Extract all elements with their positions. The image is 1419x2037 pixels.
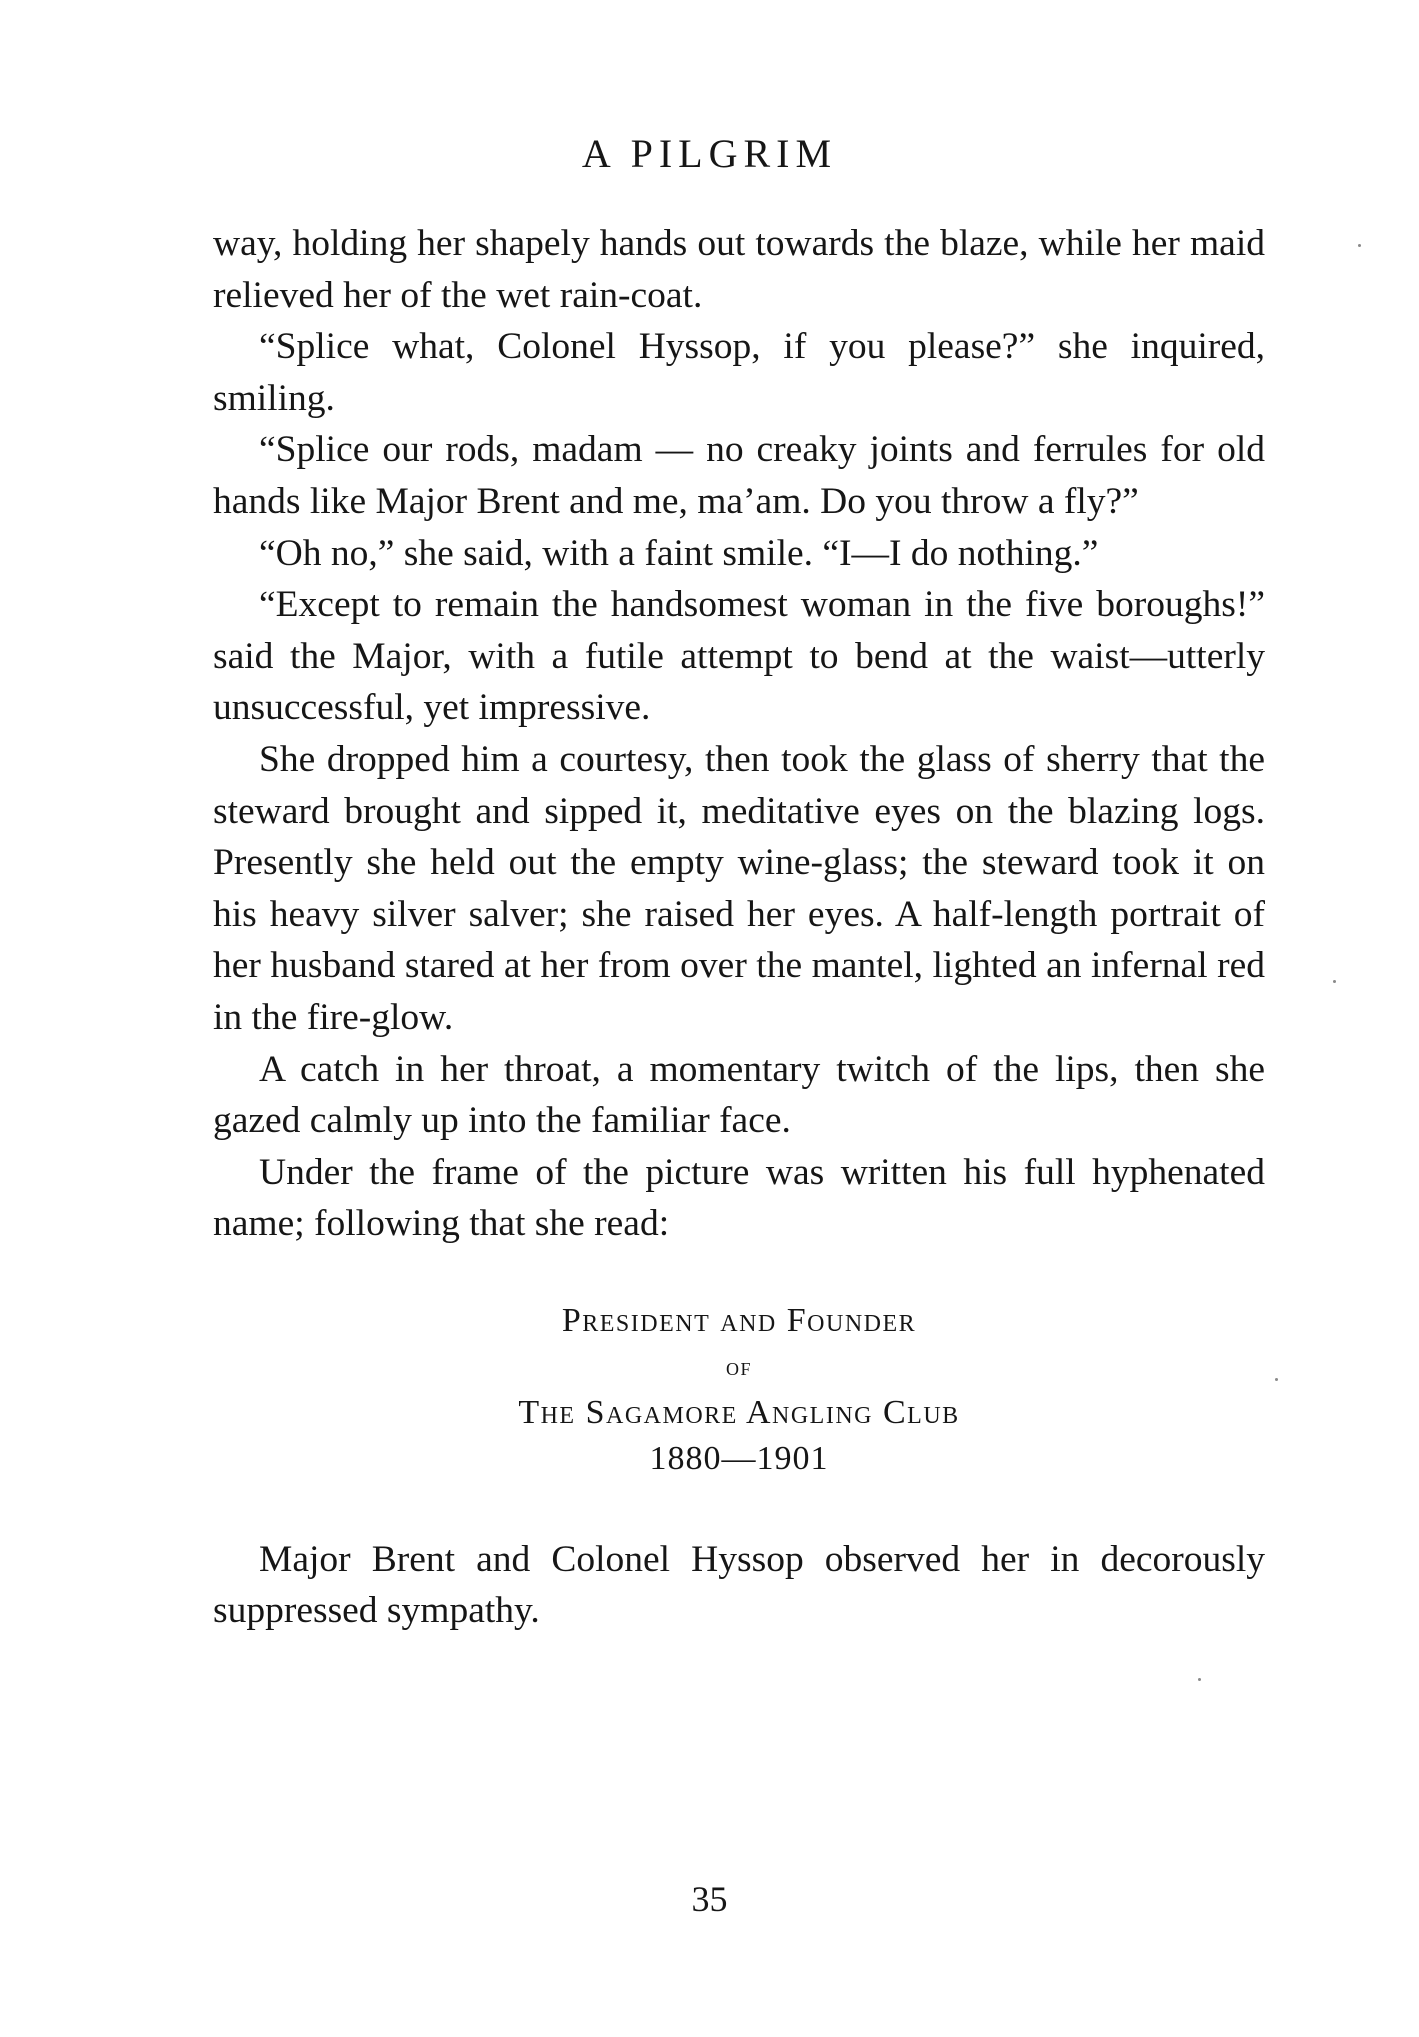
page-number: 35 (691, 1879, 728, 1919)
paper-speck (1275, 1378, 1278, 1381)
body-text (213, 218, 1265, 1637)
paragraph-catch: A catch in her throat, a momentary twitch of the lips, then she gazed calmly up into the familiar face. (213, 1048, 1265, 1142)
paper-speck (1198, 1678, 1201, 1681)
paragraph-except: “Except to remain the handsomest woman in the five boroughs!” said the Major, with a futile attempt to bend at the waist—utterly unsuccessful, yet impressive. (213, 584, 1265, 729)
paragraph-splice-rods: “Splice our rods, madam — no creaky joints and ferrules for old hands like Major Brent and me, ma’am. Do you throw a fly?” (213, 429, 1265, 522)
paragraph-closing: Major Brent and Colonel Hyssop observed her in decorously suppressed sympathy. (213, 1538, 1265, 1632)
paragraph-oh-no: “Oh no,” she said, with a faint smile. “I—I do nothing.” (259, 532, 1099, 574)
inscription-years: 1880—1901 (649, 1439, 829, 1477)
paragraph-continuation: way, holding her shapely hands out towards the blaze, while her maid relieved her of the wet rain-coat. (213, 223, 1265, 316)
paper-speck (1333, 980, 1336, 983)
running-head: A PILGRIM (581, 131, 838, 176)
paragraph-courtesy: She dropped him a courtesy, then took the glass of sherry that the steward brought and sipped it, meditative eyes on the blazing logs. Presently she held out the empty wine-glass; the steward took it on his heavy silver salver; she raised her eyes. A half-length portrait of her husband stared at her from over the mantel, lighted an infernal red in the fire-glow. (213, 738, 1265, 1038)
inscription-club: The Sagamore Angling Club (518, 1393, 960, 1431)
paper-speck (1358, 244, 1361, 247)
paragraph-under-frame: Under the frame of the picture was written his full hyphenated name; following that she read: (213, 1151, 1265, 1245)
inscription-title: President and Founder (561, 1301, 917, 1339)
paragraph-splice-what: “Splice what, Colonel Hyssop, if you please?” she inquired, smiling. (213, 326, 1265, 419)
inscription-of: of (725, 1351, 752, 1381)
portrait-inscription (213, 1298, 1265, 1482)
